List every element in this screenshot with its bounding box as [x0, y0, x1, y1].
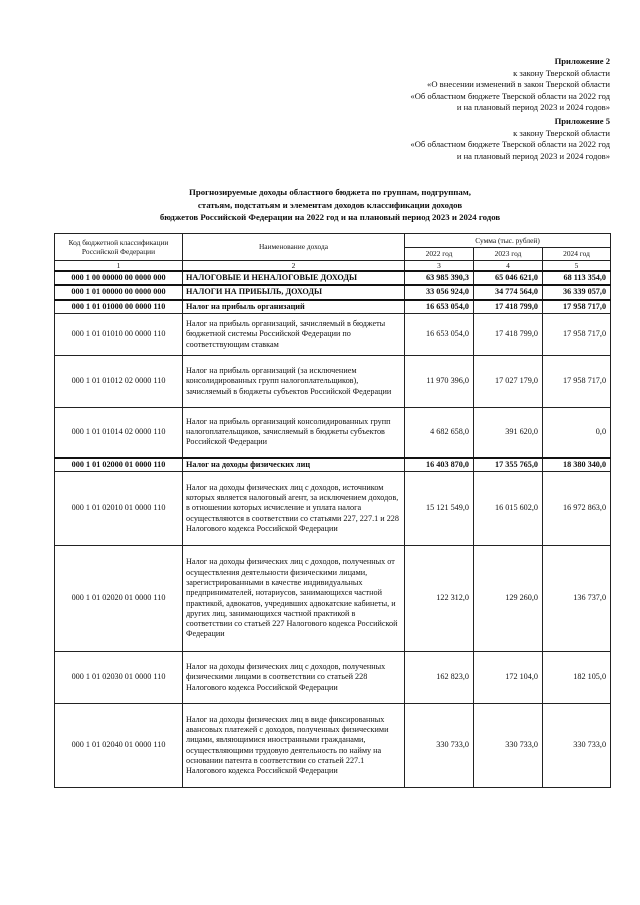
row-2024: 36 339 057,0 — [543, 285, 611, 299]
column-number: 2 — [183, 261, 405, 272]
row-name: НАЛОГОВЫЕ И НЕНАЛОГОВЫЕ ДОХОДЫ — [183, 271, 405, 285]
row-2022: 63 985 390,3 — [405, 271, 474, 285]
row-2024: 16 972 863,0 — [543, 472, 611, 546]
row-2023: 129 260,0 — [474, 546, 543, 652]
row-code: 000 1 01 00000 00 0000 000 — [55, 285, 183, 299]
row-2024: 68 113 354,0 — [543, 271, 611, 285]
header-code: Код бюджетной классификации Российской Федерации — [55, 234, 183, 261]
row-2024: 17 958 717,0 — [543, 314, 611, 356]
row-2022: 11 970 396,0 — [405, 356, 474, 408]
row-2023: 17 418 799,0 — [474, 300, 543, 314]
column-number: 4 — [474, 261, 543, 272]
row-code: 000 1 01 01012 02 0000 110 — [55, 356, 183, 408]
column-number-row — [55, 261, 611, 272]
row-code: 000 1 01 02030 01 0000 110 — [55, 652, 183, 704]
row-name: Налог на доходы физических лиц с доходов, полученных от осуществления деятельности физическими лицами, зарегистрированными в качестве индивидуальных предпринимателей, нотариусов, занимающихся частной практикой, адвокатов, учредивших адвокатские кабинеты, и других лиц, занимающихся частной практикой в соответствии со статьей 227 Налогового кодекса Российской Федерации — [183, 546, 405, 652]
row-2023: 17 355 765,0 — [474, 458, 543, 472]
annex-5-line: к закону Тверской области — [513, 127, 610, 138]
row-name: НАЛОГИ НА ПРИБЫЛЬ, ДОХОДЫ — [183, 285, 405, 299]
annex-2-line: «Об областном бюджете Тверской области на 2022 год — [410, 90, 610, 101]
column-number: 1 — [55, 261, 183, 272]
row-2022: 330 733,0 — [405, 704, 474, 788]
row-2023: 17 027 179,0 — [474, 356, 543, 408]
row-2023: 172 104,0 — [474, 652, 543, 704]
document-title — [60, 186, 600, 224]
annex-2-line: и на плановый период 2023 и 2024 годов» — [456, 102, 610, 112]
row-name: Налог на доходы физических лиц с доходов, источником которых является налоговый агент, за исключением доходов, в отношении которых исчисление и уплата налога осуществляются в соответствии со статьями 227, 227.1 и 228 Налогового кодекса Российской Федерации — [183, 472, 405, 546]
row-code: 000 1 00 00000 00 0000 000 — [55, 271, 183, 285]
row-2022: 33 056 924,0 — [405, 285, 474, 299]
table-row — [55, 408, 611, 458]
table-row — [55, 652, 611, 704]
row-code: 000 1 01 01014 02 0000 110 — [55, 408, 183, 458]
row-2023: 34 774 564,0 — [474, 285, 543, 299]
row-code: 000 1 01 02000 01 0000 110 — [55, 458, 183, 472]
document-title-line: статьям, подстатьям и элементам доходов классификации доходов — [197, 199, 463, 210]
table-row — [55, 458, 611, 472]
row-2023: 330 733,0 — [474, 704, 543, 788]
row-name: Налог на прибыль организаций консолидированных групп налогоплательщиков, зачисляемый в бюджеты субъектов Российской Федерации — [183, 408, 405, 458]
row-2023: 17 418 799,0 — [474, 314, 543, 356]
row-2024: 17 958 717,0 — [543, 356, 611, 408]
row-code: 000 1 01 01010 00 0000 110 — [55, 314, 183, 356]
table-row — [55, 472, 611, 546]
annex-2-title: Приложение 2 — [554, 56, 610, 66]
row-name: Налог на прибыль организаций — [183, 300, 405, 314]
row-2024: 136 737,0 — [543, 546, 611, 652]
table-row — [55, 704, 611, 788]
header-name: Наименование дохода — [183, 234, 405, 261]
document-title-line: бюджетов Российской Федерации на 2022 год и на плановый период 2023 и 2024 годов — [159, 212, 501, 222]
row-name: Налог на доходы физических лиц с доходов, полученных физическими лицами в соответствии со статьей 228 Налогового кодекса Российской Федерации — [183, 652, 405, 704]
annex-5-line: и на плановый период 2023 и 2024 годов» — [456, 150, 610, 161]
row-2022: 4 682 658,0 — [405, 408, 474, 458]
annex-5-line: «Об областном бюджете Тверской области на 2022 год — [410, 139, 610, 149]
revenue-table — [54, 233, 611, 788]
table-row — [55, 356, 611, 408]
row-2023: 391 620,0 — [474, 408, 543, 458]
row-2022: 16 653 054,0 — [405, 314, 474, 356]
row-code: 000 1 01 01000 00 0000 110 — [55, 300, 183, 314]
row-2024: 18 380 340,0 — [543, 458, 611, 472]
row-2022: 122 312,0 — [405, 546, 474, 652]
annex-2-header — [410, 56, 610, 114]
annex-5-title: Приложение 5 — [554, 116, 610, 126]
row-name: Налог на прибыль организаций (за исключением консолидированных групп налогоплательщиков), зачисляемый в бюджеты субъектов Российской Федерации — [183, 356, 405, 408]
row-code: 000 1 01 02010 01 0000 110 — [55, 472, 183, 546]
column-number: 5 — [543, 261, 611, 272]
row-2022: 16 653 054,0 — [405, 300, 474, 314]
document-title-line: Прогнозируемые доходы областного бюджета по группам, подгруппам, — [189, 187, 471, 197]
table-row — [55, 271, 611, 285]
column-number: 3 — [405, 261, 474, 272]
row-2022: 162 823,0 — [405, 652, 474, 704]
annex-5-header — [410, 116, 610, 162]
row-code: 000 1 01 02040 01 0000 110 — [55, 704, 183, 788]
header-sum: Сумма (тыс. рублей) — [405, 234, 611, 248]
annex-2-line: «О внесении изменений в закон Тверской области — [427, 79, 610, 89]
row-2024: 0,0 — [543, 408, 611, 458]
table-row — [55, 546, 611, 652]
row-name: Налог на прибыль организаций, зачисляемый в бюджеты бюджетной системы Российской Федерации по соответствующим ставкам — [183, 314, 405, 356]
row-2024: 330 733,0 — [543, 704, 611, 788]
row-2023: 65 046 621,0 — [474, 271, 543, 285]
table-row — [55, 300, 611, 314]
row-name: Налог на доходы физических лиц в виде фиксированных авансовых платежей с доходов, полученных физическими лицами, являющимися иностранными гражданами, осуществляющими трудовую деятельность по найму на основании патента в соответствии со статьей 227.1 Налогового кодекса Российской Федерации — [183, 704, 405, 788]
annex-2-line: к закону Тверской области — [513, 67, 610, 78]
table-row — [55, 285, 611, 299]
row-code: 000 1 01 02020 01 0000 110 — [55, 546, 183, 652]
row-name: Налог на доходы физических лиц — [183, 458, 405, 472]
header-year-2024: 2024 год — [543, 247, 611, 261]
table-row — [55, 314, 611, 356]
row-2024: 182 105,0 — [543, 652, 611, 704]
row-2024: 17 958 717,0 — [543, 300, 611, 314]
header-year-2022: 2022 год — [405, 247, 474, 261]
header-row — [55, 234, 611, 248]
row-2022: 16 403 870,0 — [405, 458, 474, 472]
row-2022: 15 121 549,0 — [405, 472, 474, 546]
header-year-2023: 2023 год — [474, 247, 543, 261]
row-2023: 16 015 602,0 — [474, 472, 543, 546]
